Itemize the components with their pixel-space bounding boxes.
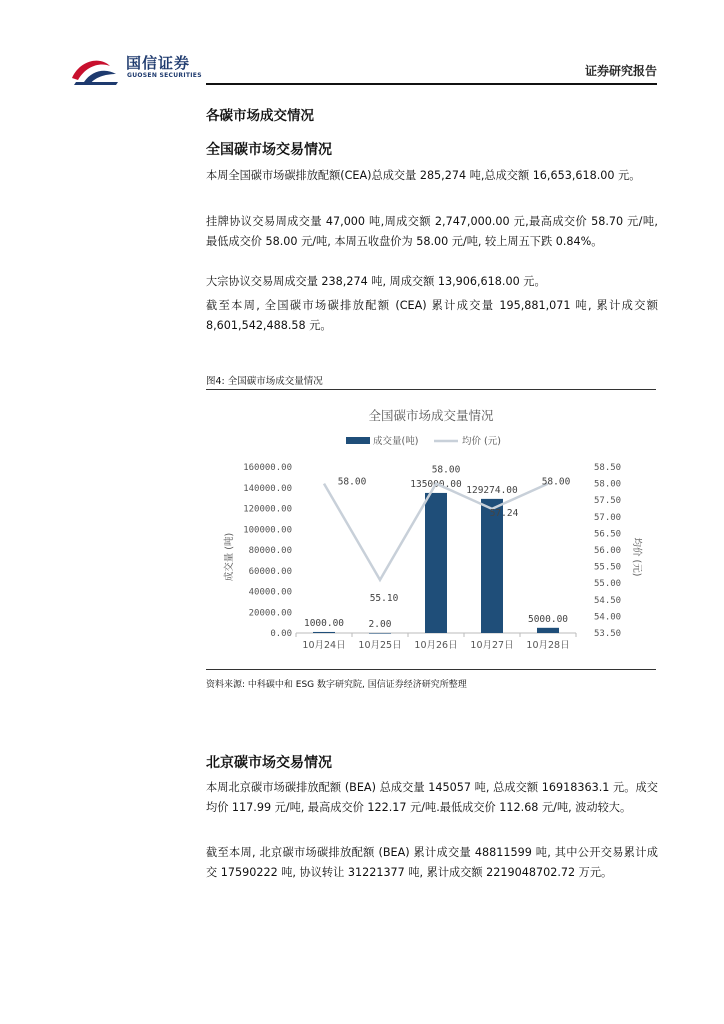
volume-bar	[481, 499, 503, 633]
legend-bar-label: 成交量(吨)	[373, 436, 419, 447]
y-tick-label: 80000.00	[248, 546, 292, 556]
logo-text-cn: 国信证券	[126, 54, 191, 72]
volume-data-label: 129274.00	[466, 484, 518, 496]
y2-tick-label: 57.00	[594, 512, 622, 523]
national-paragraph-3: 大宗协议交易周成交量 238,274 吨, 周成交额 13,906,618.00 元。	[206, 275, 546, 288]
volume-data-label: 2.00	[368, 618, 392, 630]
page-header	[0, 0, 724, 90]
volume-bar	[425, 493, 447, 633]
price-data-label: 55.10	[369, 592, 399, 604]
y2-tick-label: 57.50	[594, 496, 622, 507]
logo-text-en: GUOSEN SECURITIES	[127, 72, 202, 79]
figure-caption: 图4: 全国碳市场成交量情况	[206, 376, 323, 387]
y-tick-label: 140000.00	[243, 483, 292, 494]
y-tick-label: 100000.00	[243, 525, 292, 536]
figure-bottom-rule	[206, 669, 656, 670]
price-data-label: 58.00	[337, 476, 367, 488]
volume-data-label: 5000.00	[527, 613, 569, 625]
report-type-label: 证券研究报告	[584, 64, 657, 78]
x-tick-label: 10月26日	[414, 640, 458, 651]
y2-tick-label: 54.00	[594, 612, 622, 623]
y-tick-label: 40000.00	[248, 587, 292, 598]
chart-title: 全国碳市场成交量情况	[368, 408, 494, 423]
y-tick-label: 160000.00	[243, 463, 292, 473]
y2-tick-label: 56.00	[594, 546, 622, 556]
x-tick-label: 10月27日	[470, 640, 514, 651]
section-title: 各碳市场成交情况	[206, 108, 314, 124]
y-tick-label: 120000.00	[243, 504, 292, 515]
y2-tick-label: 54.50	[594, 595, 622, 606]
volume-bar	[537, 628, 559, 633]
y2-tick-label: 53.50	[594, 629, 622, 639]
y-axis-title: 成交量 (吨)	[224, 532, 235, 582]
national-paragraph-4: 截至本周, 全国碳市场碳排放配额 (CEA) 累计成交量 195,881,071 吨, 累计成交额 8,601,542,488.58 元。	[206, 299, 658, 332]
volume-chart	[206, 390, 656, 668]
legend-bar-swatch	[346, 437, 370, 444]
header-divider	[206, 83, 657, 85]
beijing-paragraph-2: 截至本周, 北京碳市场碳排放配额 (BEA) 累计成交量 48811599 吨, 其中公开交易累计成交 17590222 吨, 协议转让 31221377 吨, 累计成交额 2219048702.72 万元。	[206, 846, 658, 879]
beijing-market-title: 北京碳市场交易情况	[206, 755, 332, 771]
national-paragraph-1: 本周全国碳市场碳排放配额(CEA)总成交量 285,274 吨,总成交额 16,653,618.00 元。	[206, 169, 641, 182]
price-data-label: 57.24	[489, 507, 519, 519]
y2-tick-label: 58.00	[594, 479, 622, 490]
national-market-title: 全国碳市场交易情况	[206, 142, 332, 158]
national-paragraph-2: 挂牌协议交易周成交量 47,000 吨,周成交额 2,747,000.00 元,最高成交价 58.70 元/吨, 最低成交价 58.00 元/吨, 本周五收盘价为 58.00 元/吨, 较上周五下跌 0.84%。	[206, 215, 658, 248]
price-data-label: 58.00	[431, 464, 461, 476]
y-tick-label: 20000.00	[248, 608, 292, 619]
volume-data-label: 135000.00	[410, 478, 462, 490]
y2-tick-label: 56.50	[594, 529, 622, 540]
x-tick-label: 10月25日	[358, 640, 402, 651]
y2-tick-label: 55.00	[594, 579, 622, 590]
volume-bar	[369, 633, 391, 634]
figure-source: 资料来源: 中科碳中和 ESG 数字研究院, 国信证券经济研究所整理	[206, 680, 467, 690]
volume-bar	[313, 632, 335, 633]
y-tick-label: 60000.00	[248, 566, 292, 577]
price-data-label: 58.00	[541, 476, 571, 488]
y2-axis-title: 均价 (元)	[631, 537, 642, 577]
x-tick-label: 10月24日	[302, 640, 346, 651]
beijing-paragraph-1: 本周北京碳市场碳排放配额 (BEA) 总成交量 145057 吨, 总成交额 16918363.1 元。成交均价 117.99 元/吨, 最高成交价 122.17 元/吨.最低成交价 112.68 元/吨, 波动较大。	[206, 781, 658, 814]
y2-tick-label: 55.50	[594, 562, 622, 573]
volume-data-label: 1000.00	[303, 617, 345, 629]
y-tick-label: 0.00	[270, 629, 292, 639]
x-tick-label: 10月28日	[526, 640, 570, 651]
legend-line-label: 均价 (元)	[462, 436, 501, 447]
y2-tick-label: 58.50	[594, 463, 622, 473]
